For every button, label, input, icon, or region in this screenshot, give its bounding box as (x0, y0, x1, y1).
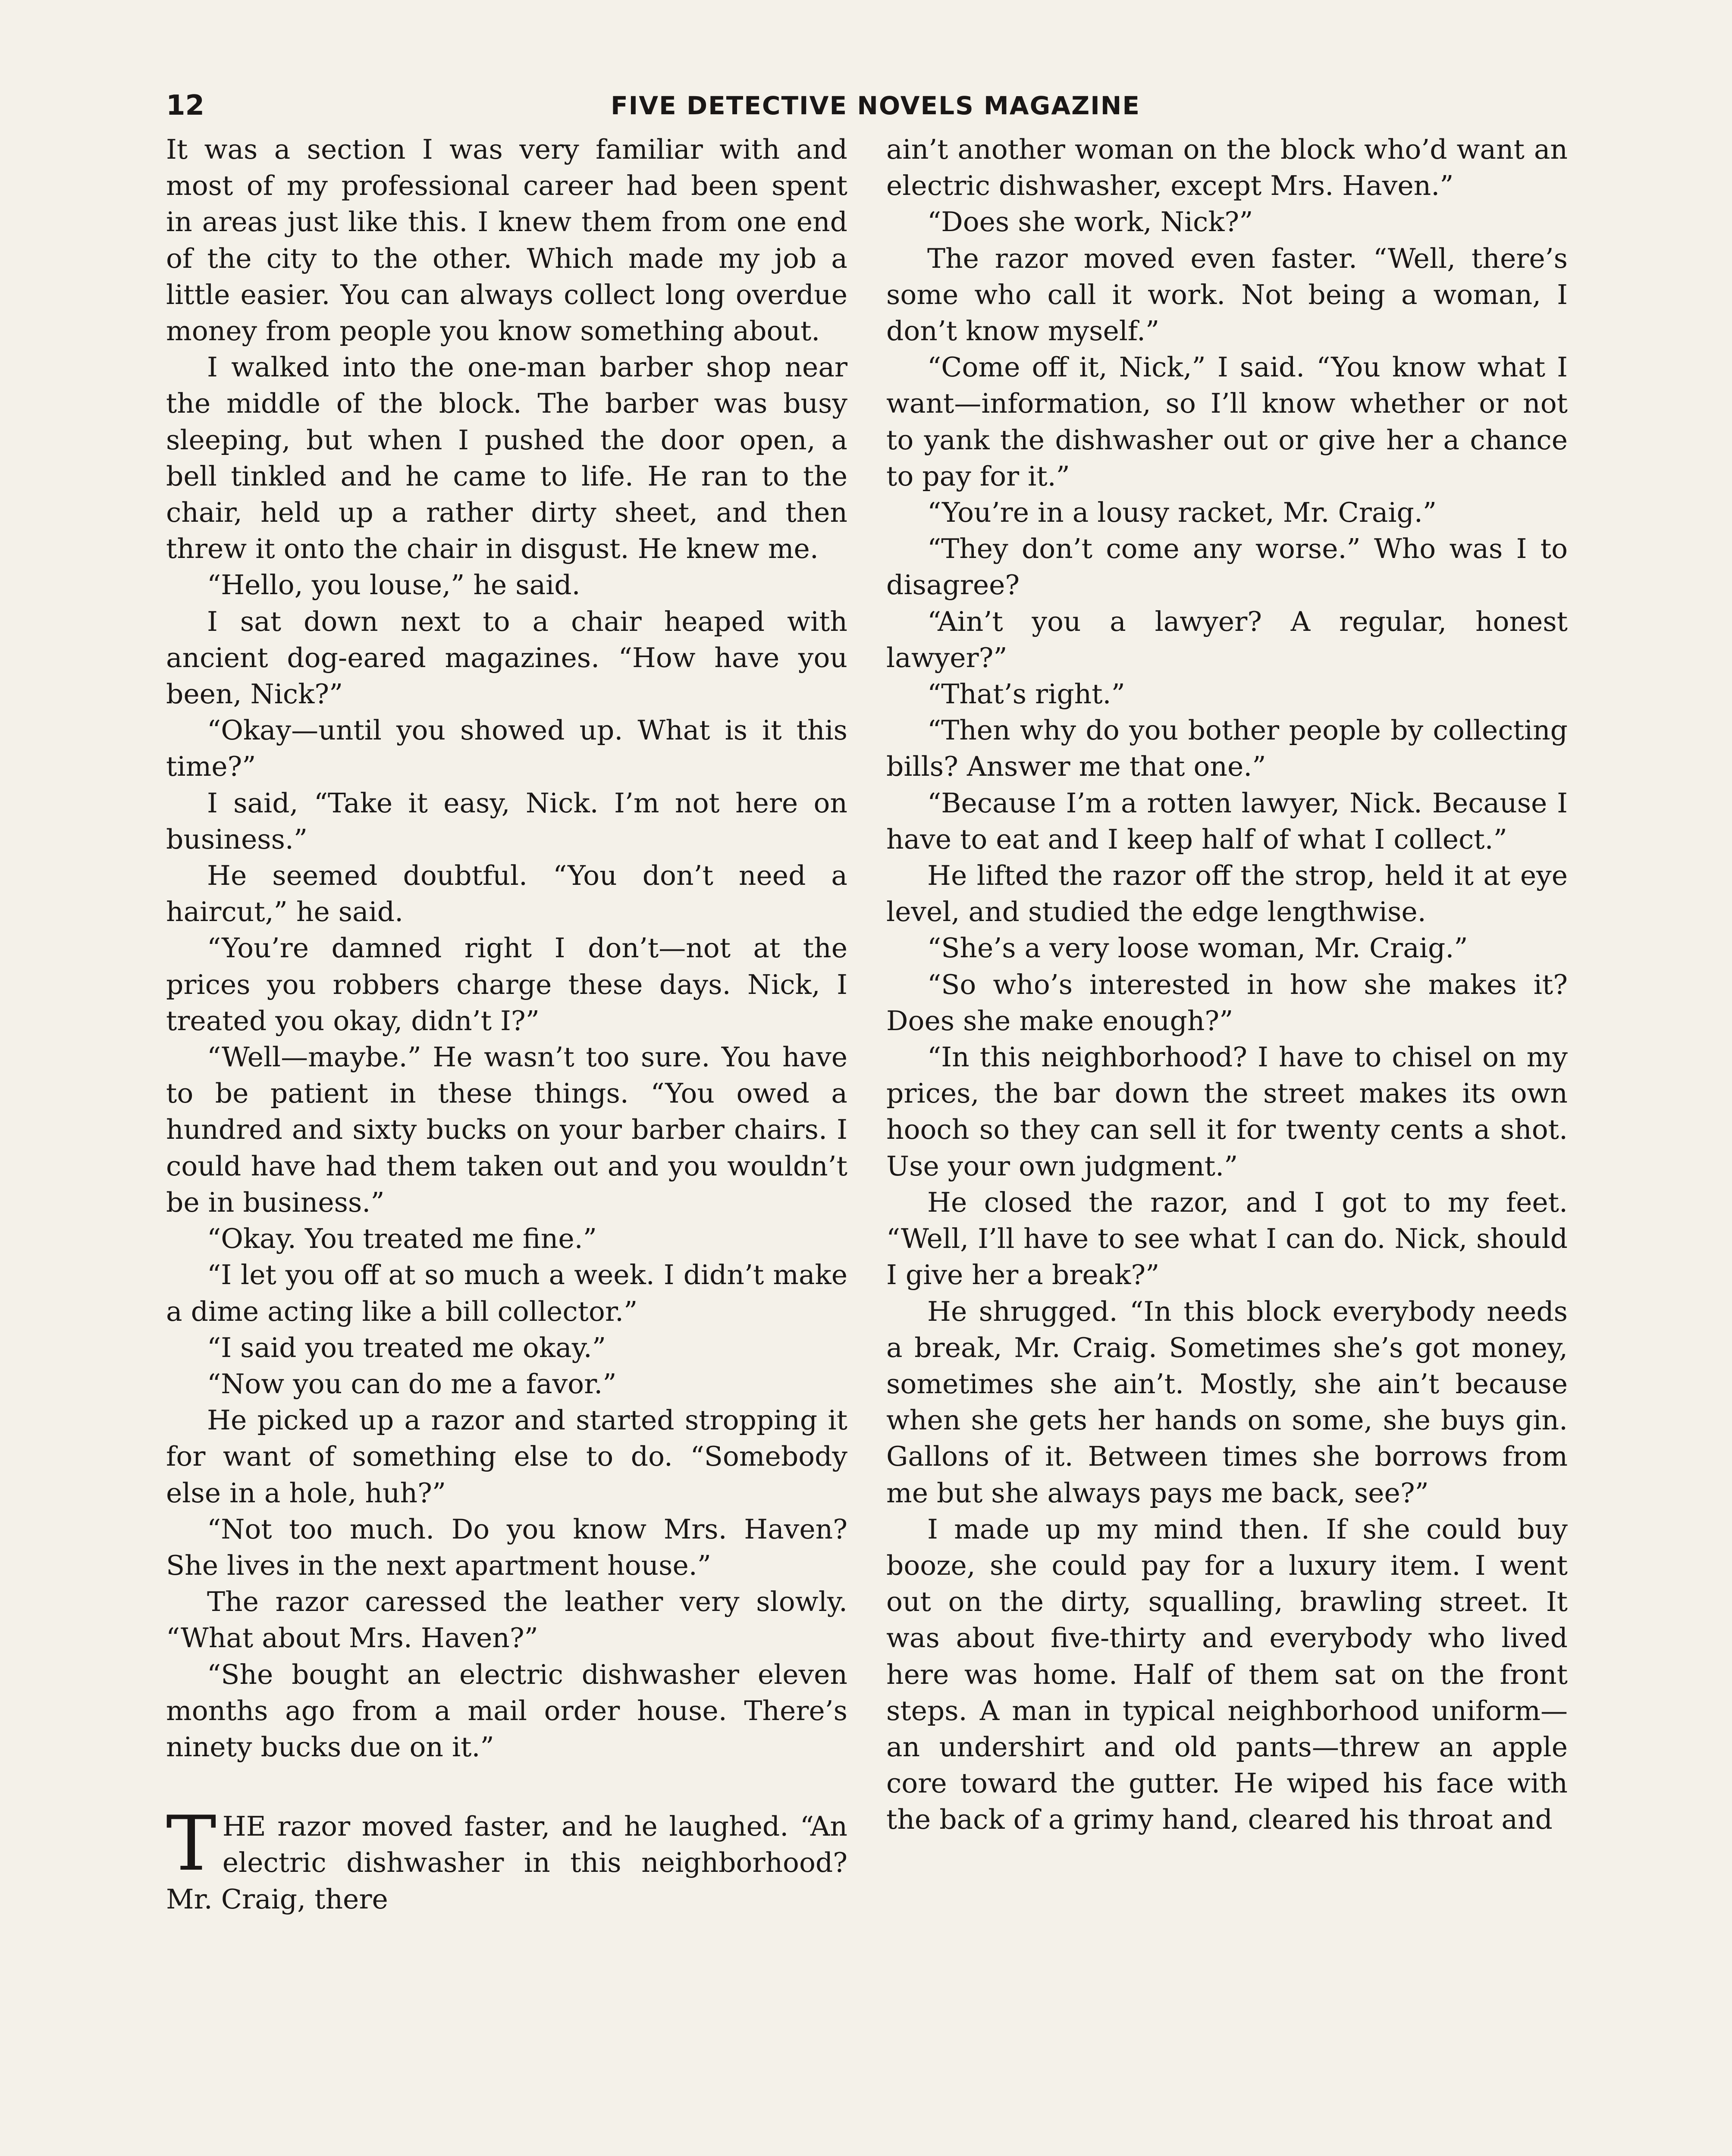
paragraph: “Not too much. Do you know Mrs. Haven? She lives in the next apartment house.” (166, 1513, 847, 1581)
drop-cap-paragraph (166, 1800, 847, 1918)
paragraph: “You’re damned right I don’t—not at the prices you robbers charge these days. Nick, I treated you okay, didn’t I?” (166, 932, 847, 1037)
paragraph: I walked into the one-man barber shop near the middle of the block. The barber was busy sleeping, but when I pushed the door open, a bell tinkled and he came to life. He ran to the chair, held up a rather dirty sheet, and then threw it onto the chair in disgust. He knew me. (166, 351, 847, 565)
left-column (166, 132, 847, 1918)
paragraph: “Does she work, Nick?” (927, 206, 1253, 238)
paragraph: The razor moved even faster. “Well, there’s some who call it work. Not being a woman, I don’t know myself.” (886, 242, 1568, 347)
paragraph: “In this neighborhood? I have to chisel on my prices, the bar down the street makes its own hooch so they can sell it for twenty cents a shot. Use your own judgment.” (886, 1041, 1568, 1182)
page-number: 12 (166, 90, 205, 122)
paragraph: “That’s right.” (927, 678, 1125, 710)
paragraph: “Ain’t you a lawyer? A regular, honest lawyer?” (886, 605, 1568, 674)
paragraph: “Okay—until you showed up. What is it this time?” (166, 714, 847, 783)
paragraph: “Okay. You treated me fine.” (207, 1223, 597, 1255)
paragraph: He seemed doubtful. “You don’t need a haircut,” he said. (166, 860, 847, 928)
drop-cap-paragraph-text: HE razor moved faster, and he laughed. “An electric dishwasher in this neighborhood? Mr. Craig, there (166, 1811, 847, 1915)
paragraph: “Well—maybe.” He wasn’t too sure. You have to be patient in these things. “You owed a hundred and sixty bucks on your barber chairs. I could have had them taken out and you wouldn’t be in business.” (166, 1041, 847, 1218)
paragraph: He picked up a razor and started stropping it for want of something else to do. “Somebody else in a hole, huh?” (166, 1404, 847, 1509)
paragraph: I made up my mind then. If she could buy booze, she could pay for a luxury item. I went out on the dirty, squalling, brawling street. It was about five-thirty and everybody who lived here was home. Half of them sat on the front steps. A man in typical neighborhood uniform—an undershirt and old pants—threw an apple core toward the gutter. He wiped his face with the back of a grimy hand, cleared his throat and (886, 1513, 1568, 1836)
paragraph: The razor caressed the leather very slowly. “What about Mrs. Haven?” (166, 1586, 847, 1654)
paragraph: “You’re in a lousy racket, Mr. Craig.” (927, 497, 1437, 529)
paragraph: “They don’t come any worse.” Who was I to disagree? (886, 533, 1568, 601)
right-column (886, 132, 1568, 1838)
paragraph: He shrugged. “In this block everybody needs a break, Mr. Craig. Sometimes she’s got money, sometimes she ain’t. Mostly, she ain’t because when she gets her hands on some, she buys gin. Gallons of it. Between times she borrows from me but she always pays me back, see?” (886, 1295, 1568, 1509)
paragraph: “She bought an electric dishwasher eleven months ago from a mail order house. There’s ninety bucks due on it.” (166, 1658, 847, 1763)
paragraph: “She’s a very loose woman, Mr. Craig.” (927, 932, 1468, 964)
paragraph: “I let you off at so much a week. I didn’t make a dime acting like a bill collector.” (166, 1259, 847, 1327)
paragraph: I said, “Take it easy, Nick. I’m not here on business.” (166, 787, 847, 855)
paragraph: “Because I’m a rotten lawyer, Nick. Because I have to eat and I keep half of what I collect.” (886, 787, 1568, 855)
paragraph: ain’t another woman on the block who’d want an electric dishwasher, except Mrs. Haven.” (886, 134, 1568, 202)
paragraph: “I said you treated me okay.” (207, 1332, 606, 1363)
paragraph: “Come off it, Nick,” I said. “You know what I want—information, so I’ll know whether or not to yank the dishwasher out or give her a chance to pay for it.” (886, 351, 1568, 492)
running-title: FIVE DETECTIVE NOVELS MAGAZINE (611, 91, 1140, 120)
paragraph: I sat down next to a chair heaped with ancient dog-eared magazines. “How have you been, Nick?” (166, 605, 847, 710)
paragraph: It was a section I was very familiar with and most of my professional career had been spent in areas just like this. I knew them from one end of the city to the other. Which made my job a little easier. You can always collect long overdue money from people you know something about. (166, 134, 847, 347)
drop-cap: T (166, 1800, 216, 1888)
paragraph: “Then why do you bother people by collecting bills? Answer me that one.” (886, 714, 1568, 783)
paragraph: He closed the razor, and I got to my feet. “Well, I’ll have to see what I can do. Nick, should I give her a break?” (886, 1186, 1568, 1291)
paragraph: He lifted the razor off the strop, held it at eye level, and studied the edge lengthwise. (886, 860, 1568, 928)
page-header (166, 86, 1585, 125)
paragraph: “So who’s interested in how she makes it? Does she make enough?” (886, 968, 1568, 1037)
paragraph: “Hello, you louse,” he said. (207, 569, 580, 601)
paragraph: “Now you can do me a favor.” (207, 1368, 617, 1400)
